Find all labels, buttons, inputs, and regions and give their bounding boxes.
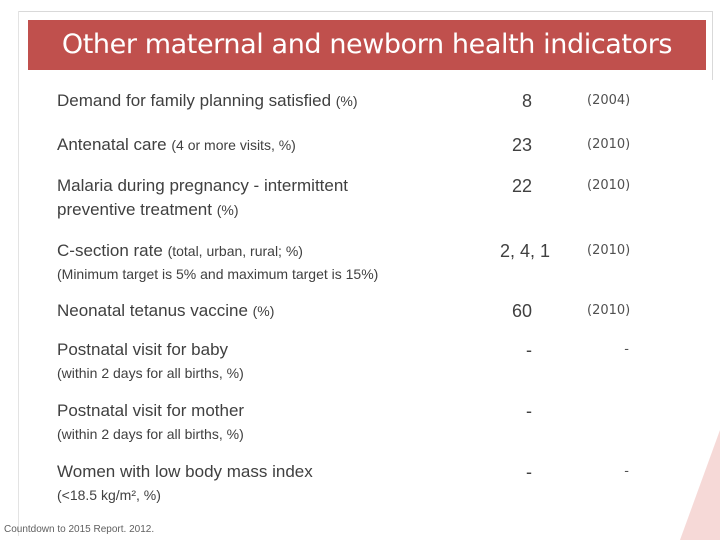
indicator-note: (4 or more visits, %) <box>171 137 296 153</box>
slide-title: Other maternal and newborn health indicators <box>61 29 673 60</box>
indicator-value: 60 <box>511 301 532 321</box>
indicator-year: (2010) <box>587 243 631 258</box>
indicator-value: 8 <box>521 91 532 111</box>
indicator-name-continued: preventive treatment <box>57 200 212 219</box>
indicator-label <box>57 399 244 445</box>
indicator-name: Malaria during pregnancy - intermittent <box>57 176 349 195</box>
indicator-year: - <box>624 342 629 357</box>
indicator-label <box>57 239 378 285</box>
indicator-name: Antenatal care <box>57 135 167 154</box>
indicator-value: - <box>526 401 532 421</box>
slide-frame-left-edge <box>18 11 19 536</box>
title-bar <box>28 20 706 70</box>
indicator-value: 23 <box>511 135 532 155</box>
indicator-label <box>57 299 274 323</box>
indicator-label <box>57 460 313 506</box>
indicator-year: - <box>624 464 629 479</box>
indicator-label <box>57 89 358 113</box>
indicator-note: (%) <box>252 303 275 319</box>
indicator-note: (total, urban, rural; %) <box>167 243 303 259</box>
indicator-subnote: (within 2 days for all births, %) <box>57 426 244 442</box>
indicator-label <box>57 133 296 157</box>
decorative-corner <box>680 430 720 540</box>
indicator-subnote: (Minimum target is 5% and maximum target is 15%) <box>57 266 379 282</box>
indicator-value: 2, 4, 1 <box>499 241 550 261</box>
source-citation: Countdown to 2015 Report. 2012. <box>4 524 155 535</box>
indicator-note: (%) <box>216 202 239 218</box>
indicator-label <box>57 174 348 222</box>
indicator-year: (2004) <box>587 93 631 108</box>
indicator-year: (2010) <box>587 137 631 152</box>
indicator-name: Demand for family planning satisfied <box>57 91 332 110</box>
indicator-year: (2010) <box>587 303 631 318</box>
indicator-name: C-section rate <box>57 241 163 260</box>
indicator-name: Postnatal visit for mother <box>57 401 245 420</box>
indicator-name: Postnatal visit for baby <box>57 340 229 359</box>
indicator-note: (%) <box>335 93 358 109</box>
indicator-value: - <box>526 340 532 360</box>
indicator-subnote: (within 2 days for all births, %) <box>57 365 244 381</box>
indicator-name: Neonatal tetanus vaccine <box>57 301 248 320</box>
indicator-year: (2010) <box>587 178 631 193</box>
indicator-value: 22 <box>511 176 532 196</box>
indicator-label <box>57 338 244 384</box>
indicator-name: Women with low body mass index <box>57 462 313 481</box>
indicator-subnote: (<18.5 kg/m², %) <box>57 487 161 503</box>
indicator-value: - <box>526 462 532 482</box>
